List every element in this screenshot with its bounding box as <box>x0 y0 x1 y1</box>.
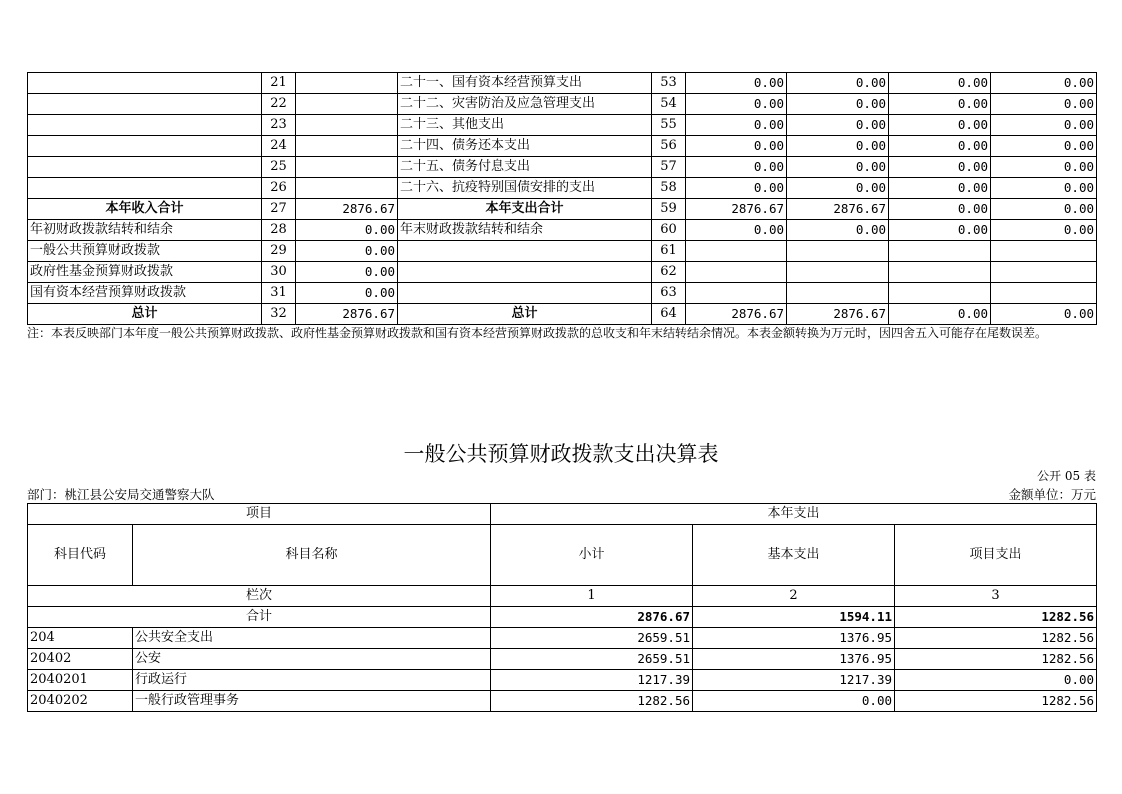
expense-general-budget <box>787 241 889 262</box>
header-item: 项目 <box>28 504 491 525</box>
expense-gov-fund: 0.00 <box>889 199 991 220</box>
table-row <box>28 73 1097 94</box>
project-amount: 1282.56 <box>895 691 1097 712</box>
expense-total <box>686 262 787 283</box>
expense-general-budget: 0.00 <box>787 136 889 157</box>
income-line-number: 30 <box>262 262 296 283</box>
income-item <box>28 157 262 178</box>
expense-item: 二十五、债务付息支出 <box>398 157 652 178</box>
expense-total: 0.00 <box>686 136 787 157</box>
expense-general-budget: 0.00 <box>787 73 889 94</box>
expense-general-budget: 2876.67 <box>787 304 889 325</box>
project-amount: 0.00 <box>895 670 1097 691</box>
income-line-number: 27 <box>262 199 296 220</box>
table-row <box>28 262 1097 283</box>
subtotal-amount: 1217.39 <box>491 670 693 691</box>
expense-state-capital <box>991 241 1097 262</box>
expense-line-number: 59 <box>652 199 686 220</box>
expense-gov-fund <box>889 241 991 262</box>
subject-name: 公安 <box>133 649 491 670</box>
subject-name: 公共安全支出 <box>133 628 491 649</box>
income-line-number: 31 <box>262 283 296 304</box>
form-number: 公开 05 表 <box>1037 469 1096 483</box>
expense-total: 0.00 <box>686 115 787 136</box>
income-line-number: 32 <box>262 304 296 325</box>
expense-item <box>398 241 652 262</box>
income-amount <box>296 157 398 178</box>
income-amount <box>296 115 398 136</box>
expense-general-budget: 0.00 <box>787 157 889 178</box>
table-row <box>28 220 1097 241</box>
basic-amount: 1376.95 <box>693 649 895 670</box>
expense-general-budget <box>787 262 889 283</box>
page-title: 一般公共预算财政拨款支出决算表 <box>403 442 719 466</box>
expense-gov-fund: 0.00 <box>889 220 991 241</box>
income-item <box>28 115 262 136</box>
table-row <box>28 649 1097 670</box>
col-project-header: 项目支出 <box>895 525 1097 586</box>
expense-total: 2876.67 <box>686 199 787 220</box>
expense-gov-fund: 0.00 <box>889 304 991 325</box>
col-basic-header: 基本支出 <box>693 525 895 586</box>
income-amount: 2876.67 <box>296 199 398 220</box>
header-current-year: 本年支出 <box>491 504 1097 525</box>
table-row <box>28 304 1097 325</box>
expense-line-number: 63 <box>652 283 686 304</box>
expense-gov-fund <box>889 262 991 283</box>
income-line-number: 26 <box>262 178 296 199</box>
expense-total: 0.00 <box>686 73 787 94</box>
expense-item: 总计 <box>398 304 652 325</box>
expense-state-capital: 0.00 <box>991 220 1097 241</box>
expense-item: 二十一、国有资本经营预算支出 <box>398 73 652 94</box>
expense-state-capital <box>991 283 1097 304</box>
expense-item: 二十四、债务还本支出 <box>398 136 652 157</box>
expense-item <box>398 283 652 304</box>
table-row <box>28 241 1097 262</box>
expense-line-number: 55 <box>652 115 686 136</box>
expense-general-budget <box>787 283 889 304</box>
income-item: 总计 <box>28 304 262 325</box>
table-row <box>28 199 1097 220</box>
line-label: 栏次 <box>28 586 491 607</box>
expense-state-capital: 0.00 <box>991 157 1097 178</box>
table-row <box>28 283 1097 304</box>
income-item <box>28 136 262 157</box>
expense-line-number: 56 <box>652 136 686 157</box>
income-line-number: 25 <box>262 157 296 178</box>
expense-item: 二十二、灾害防治及应急管理支出 <box>398 94 652 115</box>
subject-code: 20402 <box>28 649 133 670</box>
expense-state-capital: 0.00 <box>991 178 1097 199</box>
income-amount <box>296 73 398 94</box>
income-amount: 0.00 <box>296 262 398 283</box>
expense-state-capital: 0.00 <box>991 94 1097 115</box>
table-row <box>28 178 1097 199</box>
subject-name: 一般行政管理事务 <box>133 691 491 712</box>
line-number-1: 1 <box>491 586 693 607</box>
expense-gov-fund: 0.00 <box>889 94 991 115</box>
table-note: 注：本表反映部门本年度一般公共预算财政拨款、政府性基金预算财政拨款和国有资本经营预算财政拨款的总收支和年末结转结余情况。本表金额转换为万元时，因四舍五入可能存在尾数误差。 <box>27 326 1048 340</box>
subject-name: 行政运行 <box>133 670 491 691</box>
department-label: 部门：桃江县公安局交通警察大队 <box>27 487 215 502</box>
expense-general-budget: 0.00 <box>787 115 889 136</box>
expense-gov-fund <box>889 283 991 304</box>
income-amount <box>296 178 398 199</box>
expense-state-capital: 0.00 <box>991 73 1097 94</box>
expense-state-capital <box>991 262 1097 283</box>
subject-code: 2040201 <box>28 670 133 691</box>
income-item <box>28 73 262 94</box>
income-amount: 2876.67 <box>296 304 398 325</box>
table-row <box>28 157 1097 178</box>
expense-line-number: 57 <box>652 157 686 178</box>
total-project: 1282.56 <box>895 607 1097 628</box>
line-number-3: 3 <box>895 586 1097 607</box>
amount-unit-label: 金额单位：万元 <box>1008 487 1096 502</box>
income-line-number: 29 <box>262 241 296 262</box>
expense-total: 0.00 <box>686 178 787 199</box>
project-amount: 1282.56 <box>895 649 1097 670</box>
basic-amount: 1217.39 <box>693 670 895 691</box>
expense-item: 二十六、抗疫特别国债安排的支出 <box>398 178 652 199</box>
expense-line-number: 62 <box>652 262 686 283</box>
expense-gov-fund: 0.00 <box>889 157 991 178</box>
table-row <box>28 691 1097 712</box>
income-amount <box>296 94 398 115</box>
expense-total <box>686 241 787 262</box>
expense-line-number: 61 <box>652 241 686 262</box>
project-amount: 1282.56 <box>895 628 1097 649</box>
expense-general-budget: 0.00 <box>787 220 889 241</box>
expense-total: 0.00 <box>686 157 787 178</box>
expense-item: 年末财政拨款结转和结余 <box>398 220 652 241</box>
expense-state-capital: 0.00 <box>991 304 1097 325</box>
subtotal-amount: 2659.51 <box>491 628 693 649</box>
income-item: 一般公共预算财政拨款 <box>28 241 262 262</box>
expense-general-budget: 2876.67 <box>787 199 889 220</box>
line-number-2: 2 <box>693 586 895 607</box>
expense-line-number: 54 <box>652 94 686 115</box>
expense-state-capital: 0.00 <box>991 136 1097 157</box>
expense-item <box>398 262 652 283</box>
total-basic: 1594.11 <box>693 607 895 628</box>
subtotal-amount: 1282.56 <box>491 691 693 712</box>
table-row <box>28 115 1097 136</box>
subject-code: 204 <box>28 628 133 649</box>
expense-gov-fund: 0.00 <box>889 115 991 136</box>
general-budget-expenditure-table <box>27 503 1097 712</box>
expense-total: 0.00 <box>686 220 787 241</box>
expense-general-budget: 0.00 <box>787 178 889 199</box>
expense-state-capital: 0.00 <box>991 115 1097 136</box>
basic-amount: 0.00 <box>693 691 895 712</box>
income-line-number: 23 <box>262 115 296 136</box>
table-row <box>28 94 1097 115</box>
expense-item: 本年支出合计 <box>398 199 652 220</box>
income-line-number: 28 <box>262 220 296 241</box>
income-item: 年初财政拨款结转和结余 <box>28 220 262 241</box>
income-amount: 0.00 <box>296 220 398 241</box>
expense-line-number: 53 <box>652 73 686 94</box>
expense-state-capital: 0.00 <box>991 199 1097 220</box>
income-item: 国有资本经营预算财政拨款 <box>28 283 262 304</box>
subject-code: 2040202 <box>28 691 133 712</box>
col-subtotal-header: 小计 <box>491 525 693 586</box>
income-item: 政府性基金预算财政拨款 <box>28 262 262 283</box>
subtotal-amount: 2659.51 <box>491 649 693 670</box>
expense-gov-fund: 0.00 <box>889 73 991 94</box>
income-expense-summary-table <box>27 72 1097 325</box>
income-amount <box>296 136 398 157</box>
col-name-header: 科目名称 <box>133 525 491 586</box>
table-row <box>28 136 1097 157</box>
expense-gov-fund: 0.00 <box>889 178 991 199</box>
expense-total: 0.00 <box>686 94 787 115</box>
expense-item: 二十三、其他支出 <box>398 115 652 136</box>
income-line-number: 22 <box>262 94 296 115</box>
total-label: 合计 <box>28 607 491 628</box>
expense-line-number: 64 <box>652 304 686 325</box>
table-row <box>28 670 1097 691</box>
basic-amount: 1376.95 <box>693 628 895 649</box>
table-row <box>28 628 1097 649</box>
expense-line-number: 60 <box>652 220 686 241</box>
income-item <box>28 178 262 199</box>
expense-general-budget: 0.00 <box>787 94 889 115</box>
income-item <box>28 94 262 115</box>
expense-gov-fund: 0.00 <box>889 136 991 157</box>
income-item: 本年收入合计 <box>28 199 262 220</box>
income-amount: 0.00 <box>296 241 398 262</box>
income-line-number: 24 <box>262 136 296 157</box>
income-line-number: 21 <box>262 73 296 94</box>
col-code-header: 科目代码 <box>28 525 133 586</box>
total-subtotal: 2876.67 <box>491 607 693 628</box>
expense-total <box>686 283 787 304</box>
expense-line-number: 58 <box>652 178 686 199</box>
expense-total: 2876.67 <box>686 304 787 325</box>
income-amount: 0.00 <box>296 283 398 304</box>
